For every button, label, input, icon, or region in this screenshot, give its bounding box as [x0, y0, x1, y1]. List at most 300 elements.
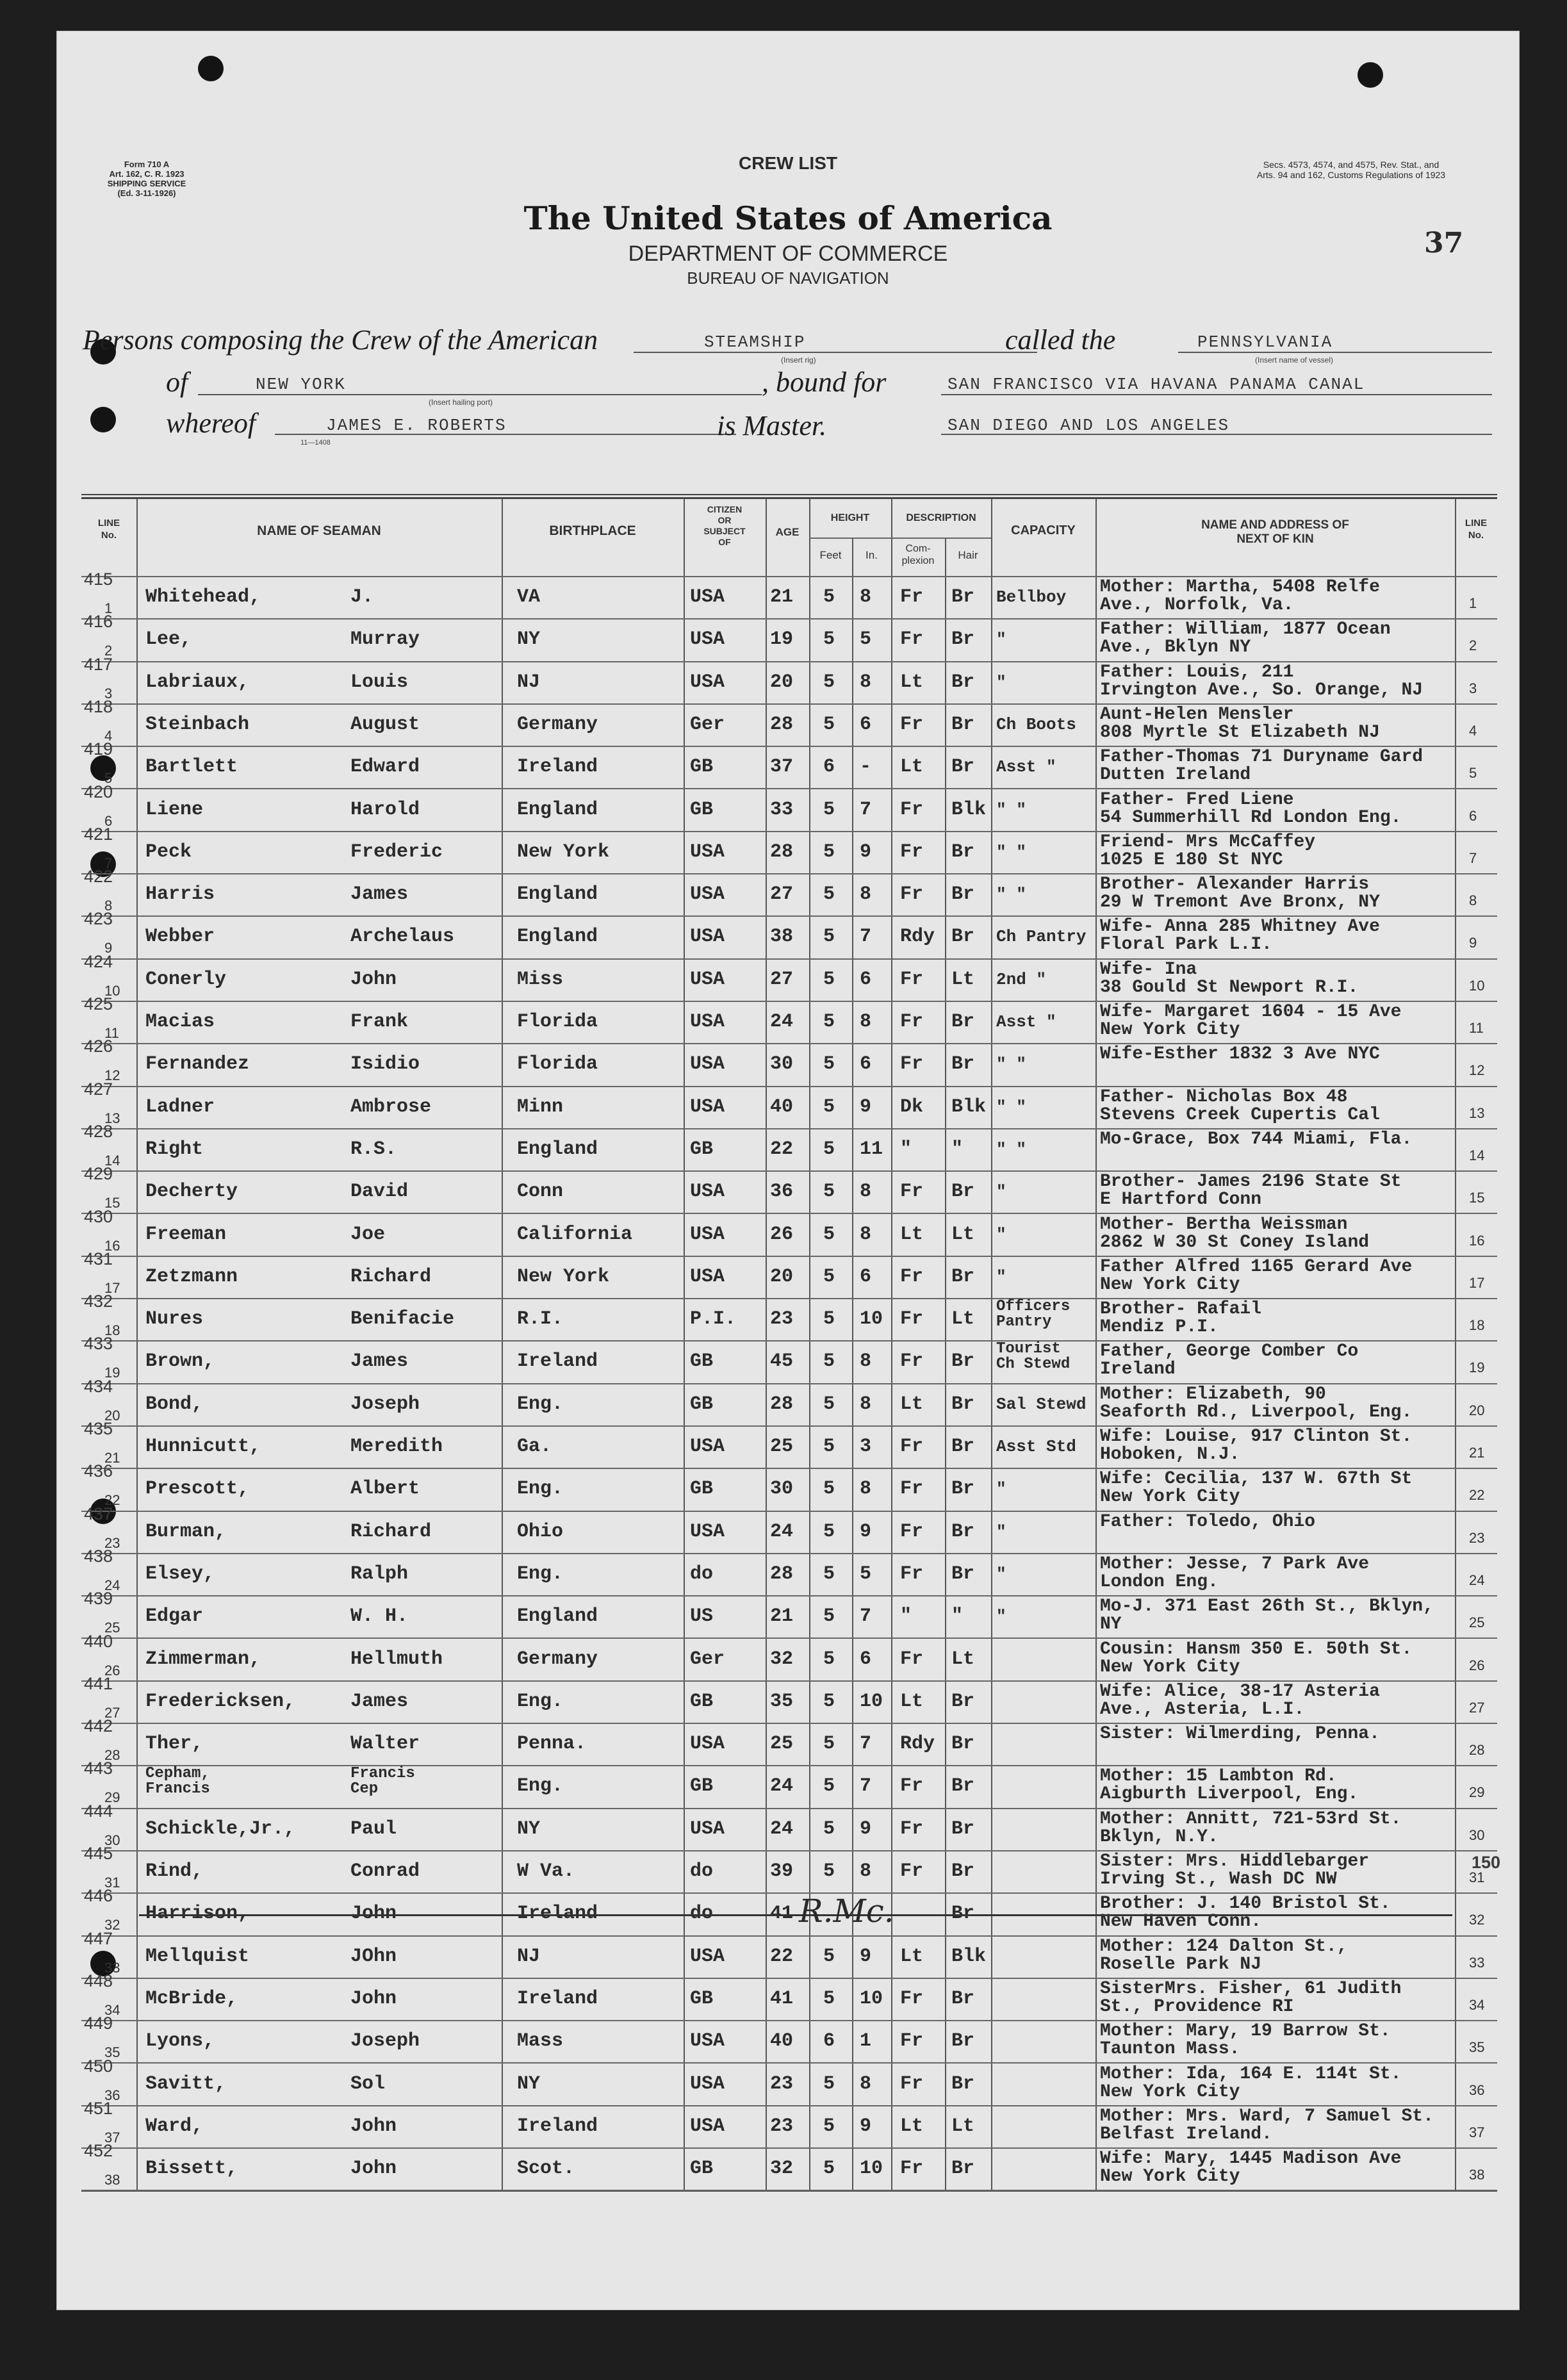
- col-height: HEIGHT: [830, 513, 870, 523]
- cell-inches: 8: [860, 1011, 872, 1033]
- sequence-number: 436: [84, 1461, 113, 1481]
- sequence-number: 444: [84, 1801, 113, 1821]
- table-row: [81, 2141, 1497, 2190]
- cell-feet: 5: [823, 1775, 835, 1798]
- cell-hair: Br: [951, 1903, 975, 1925]
- cell-inches: 9: [860, 841, 872, 863]
- statute-reference: Secs. 4573, 4574, and 4575, Rev. Stat., and Arts. 94 and 162, Customs Regulations of 1923: [1256, 160, 1446, 180]
- cell-citizen: GB: [690, 2158, 714, 2180]
- cell-birthplace: Florida: [517, 1053, 598, 1076]
- cell-citizen: do: [690, 1860, 714, 1882]
- cell-given: Paul: [350, 1818, 397, 1840]
- cell-age: 24: [770, 1775, 794, 1798]
- cell-inches: 10: [860, 1308, 883, 1331]
- cell-complexion: Fr: [900, 2072, 924, 2095]
- cell-hair: Br: [951, 2030, 975, 2053]
- page-number: 37: [1424, 227, 1464, 259]
- line-number: 13: [104, 1110, 120, 1126]
- cell-citizen: USA: [690, 1436, 725, 1457]
- vessel-caption: (Insert name of vessel): [1255, 356, 1334, 365]
- master-name: JAMES E. ROBERTS: [326, 416, 507, 435]
- cell-capacity: Ch Pantry: [996, 927, 1087, 947]
- kin-line-2: NY: [1100, 1614, 1122, 1635]
- cell-citizen: GB: [690, 756, 714, 778]
- destination-line-1: SAN FRANCISCO VIA HAVANA PANAMA CANAL: [948, 375, 1365, 394]
- kin-line-1: Father- Nicholas Box 48: [1100, 1087, 1348, 1107]
- sequence-number: 440: [84, 1631, 113, 1651]
- cell-complexion: Fr: [900, 1818, 924, 1840]
- cell-capacity: ": [996, 630, 1006, 650]
- cell-capacity: ": [996, 1267, 1006, 1286]
- cell-inches: 8: [860, 586, 872, 608]
- cell-capacity: " ": [996, 1139, 1026, 1159]
- table-row: [81, 1589, 1497, 1637]
- cell-birthplace: Minn: [517, 1096, 564, 1118]
- kin-line-2: Aigburth Liverpool, Eng.: [1100, 1784, 1359, 1805]
- cell-feet: 5: [823, 1350, 835, 1373]
- table-row: [81, 951, 1497, 1001]
- line-number-right: 8: [1469, 892, 1477, 909]
- cell-inches: 6: [860, 713, 872, 735]
- cell-age: 35: [770, 1690, 794, 1712]
- table-row: [81, 1164, 1497, 1213]
- table-row: [81, 612, 1497, 661]
- table-row: [81, 654, 1497, 703]
- destination-line-2: SAN DIEGO AND LOS ANGELES: [948, 416, 1230, 435]
- cell-surname: Harrison,: [145, 1903, 250, 1925]
- cell-hair: Blk: [951, 798, 987, 821]
- cell-surname: Fernandez: [145, 1053, 250, 1076]
- line-number-right: 19: [1469, 1359, 1485, 1376]
- table-row: [81, 1334, 1497, 1383]
- cell-feet: 5: [823, 1563, 835, 1585]
- kin-line-1: Wife- Ina: [1100, 959, 1197, 980]
- cell-birthplace: W Va.: [517, 1860, 575, 1882]
- cell-feet: 5: [823, 1818, 835, 1840]
- kin-line-2: Ave., Asteria, L.I.: [1100, 1699, 1305, 1719]
- cell-given: James: [350, 883, 409, 906]
- kin-line-2: E Hartford Conn: [1100, 1190, 1262, 1210]
- kin-line-2: Ireland: [1100, 1359, 1176, 1380]
- col-complexion: Com- plexion: [901, 543, 935, 566]
- cell-complexion: Fr: [900, 1648, 924, 1670]
- sequence-number: 417: [84, 654, 113, 674]
- cell-inches: 6: [860, 1265, 872, 1288]
- cell-hair: Br: [951, 586, 975, 608]
- cell-feet: 5: [823, 2158, 835, 2180]
- cell-inches: 8: [860, 1181, 872, 1203]
- cell-age: 41: [770, 1903, 794, 1925]
- col-name: NAME OF SEAMAN: [257, 523, 381, 538]
- cell-capacity: Bellboy: [996, 587, 1067, 607]
- table-row: [81, 867, 1497, 915]
- cell-age: 28: [770, 713, 794, 735]
- cell-hair: Br: [951, 1860, 975, 1882]
- cell-age: 39: [770, 1860, 794, 1882]
- cell-age: 32: [770, 2158, 794, 2180]
- cell-given: Joe: [350, 1223, 386, 1245]
- cell-feet: 5: [823, 713, 835, 735]
- line-number-right: 20: [1469, 1402, 1485, 1418]
- line-number: 3: [104, 685, 113, 702]
- cell-citizen: US: [690, 1605, 714, 1628]
- cell-inches: 10: [860, 2158, 883, 2180]
- line-number: 29: [104, 1789, 120, 1806]
- cell-age: 22: [770, 1138, 794, 1160]
- table-row: [81, 570, 1497, 618]
- cell-given: Frank: [350, 1011, 409, 1033]
- line-number-right: 3: [1469, 680, 1477, 696]
- cell-complexion: Fr: [900, 1011, 924, 1033]
- line-number-right: 31: [1469, 1869, 1485, 1885]
- line-number-right: 15: [1469, 1190, 1485, 1206]
- line-number-right: 38: [1469, 2167, 1485, 2183]
- cell-inches: 5: [860, 1563, 872, 1585]
- cell-age: 21: [770, 1605, 794, 1628]
- cell-given: Benifacie: [350, 1308, 455, 1331]
- cell-citizen: GB: [690, 1775, 714, 1798]
- cell-complexion: ": [900, 1605, 912, 1628]
- table-row: [81, 994, 1497, 1043]
- cell-hair: Br: [951, 2072, 975, 2095]
- cell-given: John: [350, 2115, 397, 2137]
- cell-complexion: Fr: [900, 628, 924, 651]
- line-number: 22: [104, 1492, 120, 1509]
- line-number-right: 17: [1469, 1274, 1485, 1291]
- cell-hair: Br: [951, 1987, 975, 2010]
- line-number: 7: [104, 855, 113, 871]
- sequence-number: 446: [84, 1886, 113, 1906]
- cell-complexion: Fr: [900, 1478, 924, 1500]
- cell-feet: 5: [823, 671, 835, 693]
- cell-inches: 8: [860, 1393, 872, 1415]
- cell-hair: Br: [951, 1265, 975, 1288]
- cell-feet: 5: [823, 1520, 835, 1543]
- cell-complexion: Lt: [900, 756, 924, 778]
- cell-feet: 5: [823, 1733, 835, 1755]
- cell-given: Harold: [350, 798, 420, 821]
- kin-line-1: Mother: Mary, 19 Barrow St.: [1100, 2021, 1391, 2042]
- cell-capacity: " ": [996, 1055, 1026, 1074]
- strike-through-line: [139, 1914, 1452, 1916]
- sequence-number: 423: [84, 909, 113, 929]
- kin-line-1: Mother: Martha, 5408 Relfe: [1100, 577, 1380, 597]
- line-number: 26: [104, 1662, 120, 1678]
- sequence-number: 424: [84, 951, 113, 971]
- cell-citizen: GB: [690, 798, 714, 821]
- cell-hair: Br: [951, 628, 975, 651]
- cell-complexion: Fr: [900, 1775, 924, 1798]
- kin-line-2: London Eng.: [1100, 1572, 1218, 1592]
- sequence-number: 442: [84, 1716, 113, 1736]
- cell-hair: Lt: [951, 1223, 975, 1245]
- cell-inches: 8: [860, 1350, 872, 1373]
- table-row: [81, 1206, 1497, 1256]
- cell-hair: Br: [951, 1818, 975, 1840]
- cell-capacity: " ": [996, 842, 1026, 862]
- cell-age: 25: [770, 1436, 794, 1457]
- persons-label: Persons composing the Crew of the American: [83, 324, 598, 356]
- cell-citizen: USA: [690, 1265, 725, 1288]
- line-number-right: 16: [1469, 1232, 1485, 1249]
- sequence-number: 443: [84, 1759, 113, 1778]
- sequence-number: 428: [84, 1121, 113, 1141]
- cell-citizen: USA: [690, 1945, 725, 1967]
- cell-birthplace: California: [517, 1223, 633, 1245]
- cell-hair: Br: [951, 1520, 975, 1543]
- cell-inches: 6: [860, 1053, 872, 1076]
- cell-birthplace: England: [517, 926, 598, 948]
- table-row: [81, 1631, 1497, 1680]
- cell-hair: ": [951, 1605, 964, 1628]
- cell-age: 30: [770, 1478, 794, 1500]
- table-row: [81, 1759, 1497, 1807]
- print-code: 11—1408: [300, 439, 331, 447]
- kin-line-1: Wife- Margaret 1604 - 15 Ave: [1100, 1002, 1402, 1022]
- line-number: 14: [104, 1152, 120, 1169]
- kin-line-2: Irvington Ave., So. Orange, NJ: [1100, 680, 1423, 700]
- table-row: [81, 1971, 1497, 2020]
- cell-capacity: " ": [996, 885, 1026, 905]
- cell-birthplace: Eng.: [517, 1478, 564, 1500]
- cell-age: 23: [770, 1308, 794, 1331]
- kin-line-1: Brother: J. 140 Bristol St.: [1100, 1894, 1391, 1914]
- cell-inches: 7: [860, 926, 872, 948]
- cell-citizen: USA: [690, 1818, 725, 1840]
- form-title: CREW LIST: [739, 153, 837, 173]
- cell-inches: 8: [860, 1860, 872, 1882]
- kin-line-2: Ave., Bklyn NY: [1100, 637, 1251, 658]
- cell-hair: Br: [951, 1181, 975, 1203]
- line-number: 20: [104, 1407, 120, 1424]
- cell-age: 33: [770, 798, 794, 821]
- kin-line-2: New York City: [1100, 2167, 1240, 2187]
- cell-surname: Cepham, Francis: [145, 1765, 210, 1798]
- cell-complexion: Fr: [900, 1436, 924, 1457]
- cell-capacity: ": [996, 1479, 1006, 1499]
- cell-given: Meredith: [350, 1436, 443, 1457]
- cell-surname: Ward,: [145, 2115, 204, 2137]
- crew-table: [81, 497, 1501, 2192]
- cell-age: 36: [770, 1181, 794, 1203]
- cell-feet: 5: [823, 968, 835, 990]
- line-number-right: 36: [1469, 2081, 1485, 2098]
- kin-line-2: 38 Gould St Newport R.I.: [1100, 977, 1359, 997]
- line-number-right: 11: [1469, 1020, 1484, 1036]
- cell-citizen: USA: [690, 586, 725, 608]
- cell-hair: Br: [951, 713, 975, 735]
- cell-birthplace: New York: [517, 841, 610, 863]
- cell-birthplace: England: [517, 1605, 598, 1628]
- cell-surname: Ther,: [145, 1733, 204, 1755]
- kin-line-1: Father, George Comber Co: [1100, 1342, 1359, 1362]
- sequence-number: 430: [84, 1206, 113, 1226]
- cell-hair: Br: [951, 1011, 975, 1033]
- cell-birthplace: Germany: [517, 1648, 598, 1670]
- sequence-number: 431: [84, 1249, 113, 1268]
- kin-line-1: Father: Toledo, Ohio: [1100, 1511, 1316, 1532]
- cell-complexion: ": [900, 1138, 912, 1160]
- cell-feet: 5: [823, 1987, 835, 2010]
- cell-given: Frederic: [350, 841, 443, 863]
- cell-age: 40: [770, 2030, 794, 2053]
- cell-surname: Liene: [145, 798, 204, 821]
- line-number-right: 21: [1469, 1445, 1485, 1461]
- kin-line-1: Wife- Anna 285 Whitney Ave: [1100, 917, 1380, 937]
- cell-inches: 7: [860, 798, 872, 821]
- line-number: 38: [104, 2172, 120, 2188]
- cell-surname: Zetzmann: [145, 1265, 238, 1288]
- cell-complexion: Dk: [900, 1096, 924, 1118]
- cell-capacity: Asst Std: [996, 1437, 1076, 1456]
- department-heading: DEPARTMENT OF COMMERCE: [628, 242, 948, 266]
- line-number-right: 26: [1469, 1657, 1485, 1673]
- cell-capacity: ": [996, 672, 1006, 692]
- cell-given: Ambrose: [350, 1096, 432, 1118]
- cell-feet: 5: [823, 1096, 835, 1118]
- col-description: DESCRIPTION: [906, 513, 976, 523]
- sequence-number: 432: [84, 1292, 113, 1311]
- cell-inches: 11: [860, 1138, 883, 1160]
- cell-feet: 6: [823, 756, 835, 778]
- line-number-right: 1: [1469, 595, 1477, 611]
- kin-line-1: Brother- Alexander Harris: [1100, 874, 1370, 895]
- cell-given: Edward: [350, 756, 420, 778]
- port-caption: (Insert hailing port): [429, 398, 493, 407]
- cell-feet: 5: [823, 1053, 835, 1076]
- col-feet: Feet: [819, 549, 842, 561]
- cell-surname: Steinbach: [145, 713, 250, 735]
- cell-surname: Brown,: [145, 1350, 215, 1373]
- sequence-number: 427: [84, 1079, 113, 1099]
- punch-hole: [1358, 62, 1383, 88]
- line-number: 11: [104, 1025, 119, 1041]
- cell-complexion: Fr: [900, 968, 924, 990]
- kin-line-1: Wife: Alice, 38-17 Asteria: [1100, 1681, 1380, 1702]
- kin-line-1: Cousin: Hansm 350 E. 50th St.: [1100, 1639, 1413, 1659]
- cell-complexion: Fr: [900, 2158, 924, 2180]
- cell-birthplace: England: [517, 1138, 598, 1160]
- line-number-right: 4: [1469, 722, 1477, 739]
- cell-complexion: Fr: [900, 1181, 924, 1203]
- crew-list-document: [56, 31, 1520, 2310]
- kin-line-2: Bklyn, N.Y.: [1100, 1826, 1218, 1847]
- cell-complexion: Fr: [900, 1520, 924, 1543]
- cell-age: 23: [770, 2072, 794, 2095]
- cell-feet: 5: [823, 1648, 835, 1670]
- line-number: 25: [104, 1620, 120, 1636]
- cell-complexion: Lt: [900, 1393, 924, 1415]
- cell-birthplace: NY: [517, 2072, 541, 2095]
- sequence-number: 447: [84, 1928, 113, 1948]
- line-number: 10: [104, 982, 120, 999]
- cell-age: 19: [770, 628, 794, 651]
- called-label: called the: [1005, 324, 1116, 356]
- cell-complexion: Rdy: [900, 1733, 935, 1755]
- sequence-number: 450: [84, 2056, 113, 2076]
- cell-feet: 6: [823, 2030, 835, 2053]
- cell-birthplace: New York: [517, 1265, 610, 1288]
- cell-surname: Peck: [145, 841, 192, 863]
- line-number: 24: [104, 1577, 120, 1593]
- sequence-number: 441: [84, 1673, 113, 1693]
- table-row: [81, 2098, 1497, 2147]
- col-inches: In.: [866, 549, 878, 561]
- sequence-number: 449: [84, 2014, 113, 2033]
- cell-feet: 5: [823, 841, 835, 863]
- cell-feet: 5: [823, 1478, 835, 1500]
- line-number: 21: [104, 1450, 120, 1466]
- kin-line-2: Dutten Ireland: [1100, 765, 1251, 785]
- table-row: [81, 782, 1497, 831]
- line-number-right: 10: [1469, 977, 1485, 994]
- cell-capacity: Asst ": [996, 1012, 1056, 1031]
- cell-birthplace: NY: [517, 1818, 541, 1840]
- line-number: 6: [104, 812, 113, 829]
- sequence-number: 451: [84, 2098, 113, 2118]
- sequence-number: 445: [84, 1844, 113, 1863]
- cell-feet: 5: [823, 586, 835, 608]
- cell-given: James: [350, 1350, 409, 1373]
- cell-age: 20: [770, 1265, 794, 1288]
- cell-inches: 9: [860, 1520, 872, 1543]
- cell-citizen: P.I.: [690, 1308, 737, 1331]
- cell-citizen: GB: [690, 1138, 714, 1160]
- kin-line-2: Belfast Ireland.: [1100, 2124, 1272, 2144]
- cell-inches: 5: [860, 628, 872, 651]
- table-row: [81, 1079, 1497, 1128]
- line-number: 15: [104, 1195, 120, 1211]
- cell-age: 25: [770, 1733, 794, 1755]
- kin-line-1: Brother- James 2196 State St: [1100, 1172, 1402, 1192]
- kin-line-1: Mo-J. 371 East 26th St., Bklyn,: [1100, 1596, 1434, 1617]
- line-number-right: 34: [1469, 1996, 1485, 2013]
- cell-inches: 1: [860, 2030, 872, 2053]
- cell-feet: 5: [823, 1308, 835, 1331]
- cell-inches: 10: [860, 1690, 883, 1712]
- line-number-right: 18: [1469, 1317, 1485, 1334]
- cell-complexion: Fr: [900, 1053, 924, 1076]
- sequence-number: 419: [84, 739, 113, 759]
- cell-given: Ralph: [350, 1563, 409, 1585]
- cell-inches: 9: [860, 1945, 872, 1967]
- table-row: [81, 824, 1497, 873]
- cell-capacity: Officers Pantry: [996, 1298, 1071, 1331]
- cell-surname: Rind,: [145, 1860, 204, 1882]
- cell-feet: 5: [823, 1181, 835, 1203]
- cell-complexion: Lt: [900, 2115, 924, 2137]
- cell-citizen: GB: [690, 1478, 714, 1500]
- cell-feet: 5: [823, 2115, 835, 2137]
- kin-line-1: Father- Fred Liene: [1100, 789, 1294, 810]
- kin-line-2: Floral Park L.I.: [1100, 935, 1272, 955]
- kin-line-1: Sister: Wilmerding, Penna.: [1100, 1724, 1380, 1744]
- cell-feet: 5: [823, 1436, 835, 1457]
- cell-citizen: GB: [690, 1987, 714, 2010]
- cell-complexion: Fr: [900, 1987, 924, 2010]
- sequence-number: 420: [84, 782, 113, 801]
- line-number: 27: [104, 1704, 120, 1721]
- sequence-number: 416: [84, 612, 113, 632]
- cell-capacity: " ": [996, 800, 1026, 819]
- cell-hair: Lt: [951, 1648, 975, 1670]
- cell-given: Archelaus: [350, 926, 455, 948]
- table-row: [81, 1928, 1497, 1978]
- line-number-right: 29: [1469, 1784, 1485, 1801]
- cell-complexion: Fr: [900, 1265, 924, 1288]
- table-row: [81, 1419, 1497, 1468]
- cell-hair: Br: [951, 1436, 975, 1457]
